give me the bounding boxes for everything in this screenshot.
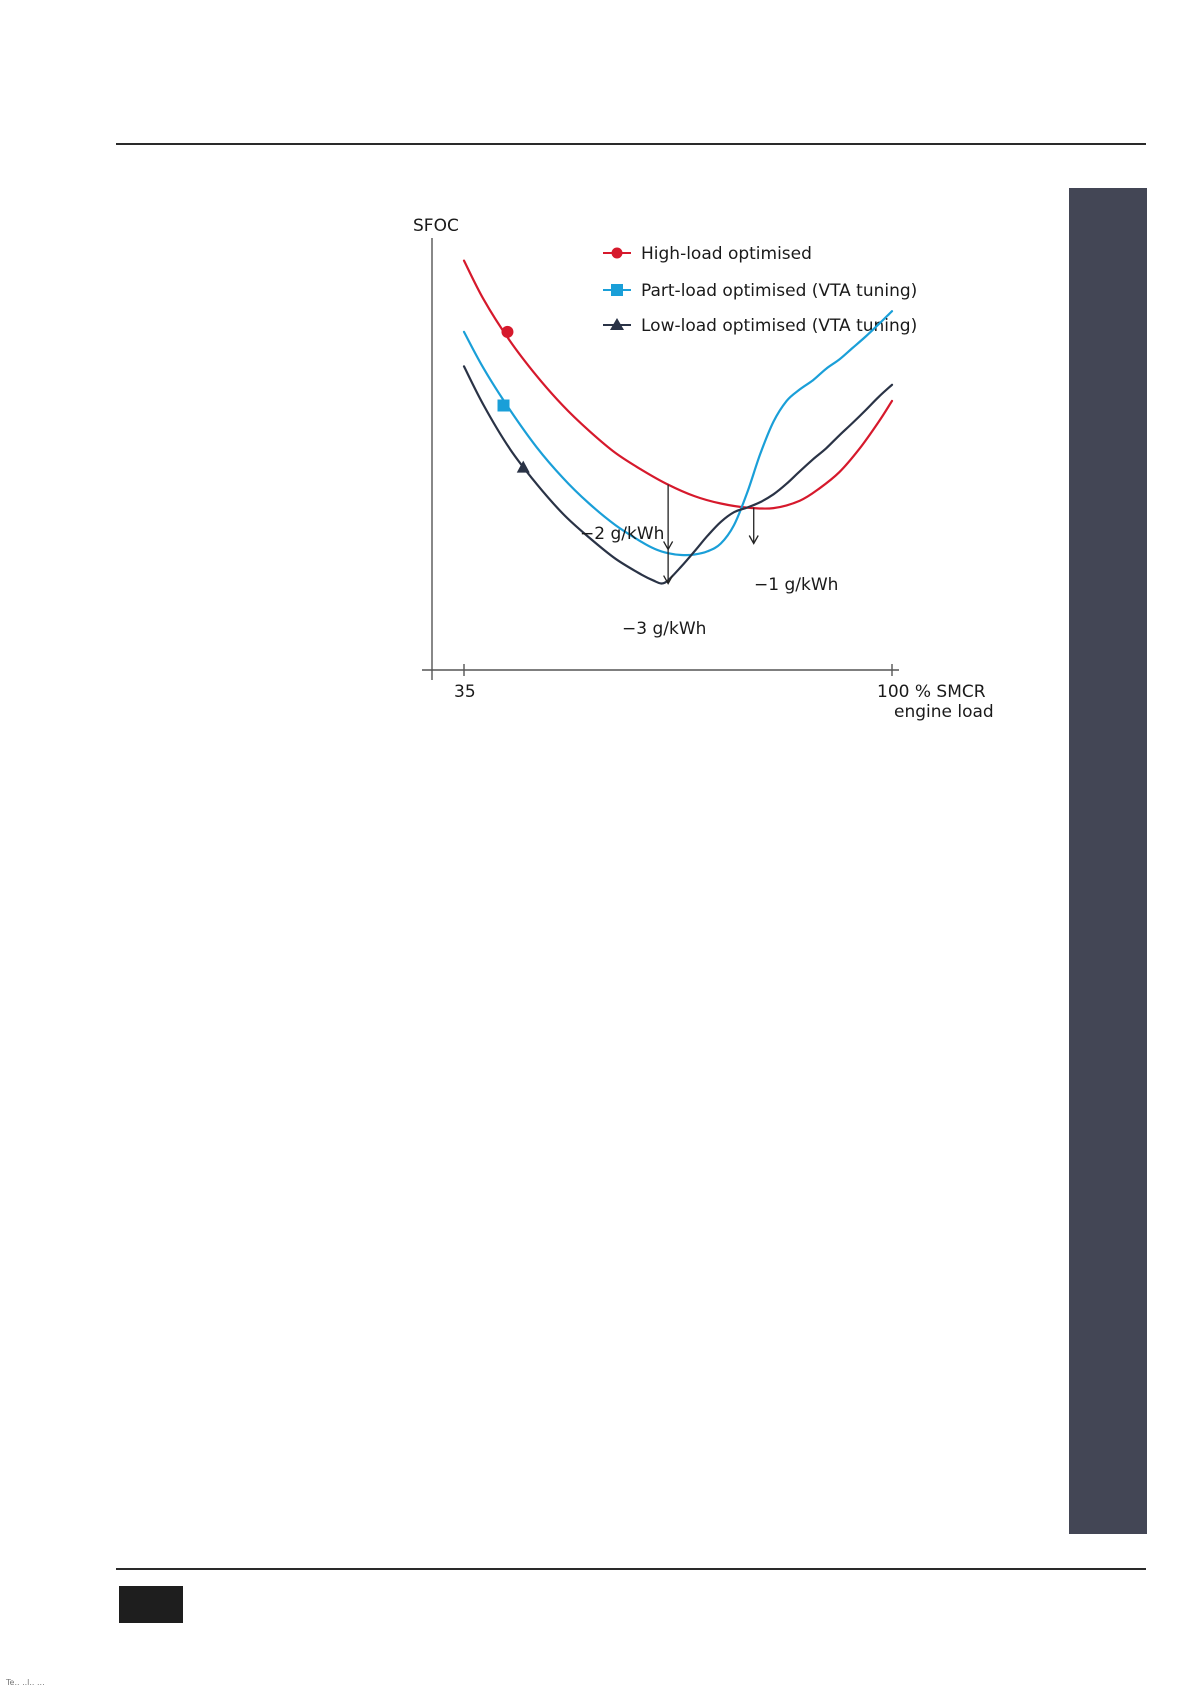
annotation-label-minus-1: −1 g/kWh xyxy=(754,575,839,595)
series-line-low-load xyxy=(464,366,892,583)
series-layer xyxy=(464,261,892,584)
series-marker-high-load xyxy=(501,326,513,338)
legend-marker-square xyxy=(611,284,623,296)
annotation-label-minus-3: −3 g/kWh xyxy=(622,619,707,639)
series-marker-part-load xyxy=(498,400,510,412)
legend-label-high-load: High-load optimised xyxy=(641,244,812,264)
axes xyxy=(422,238,899,680)
legend-marker-circle xyxy=(612,248,623,259)
annotation-label-minus-2: −2 g/kWh xyxy=(580,524,665,544)
sfoc-chart xyxy=(0,0,1192,760)
footer-rule xyxy=(116,1568,1146,1570)
footer-text: Te.. ..l.. ... xyxy=(6,1678,45,1687)
page-number-block xyxy=(119,1586,183,1623)
legend-entry-high-load xyxy=(603,244,812,264)
legend xyxy=(603,244,917,336)
legend-label-part-load: Part-load optimised (VTA tuning) xyxy=(641,281,918,301)
series-line-part-load xyxy=(464,311,892,555)
x-tick-label-end: 100 % SMCR xyxy=(877,682,986,702)
x-tick-label-start: 35 xyxy=(454,682,476,702)
legend-label-low-load: Low-load optimised (VTA tuning) xyxy=(641,316,918,336)
x-axis-label: engine load xyxy=(894,702,994,722)
legend-entry-part-load xyxy=(603,281,917,301)
y-axis-label: SFOC xyxy=(413,216,459,236)
